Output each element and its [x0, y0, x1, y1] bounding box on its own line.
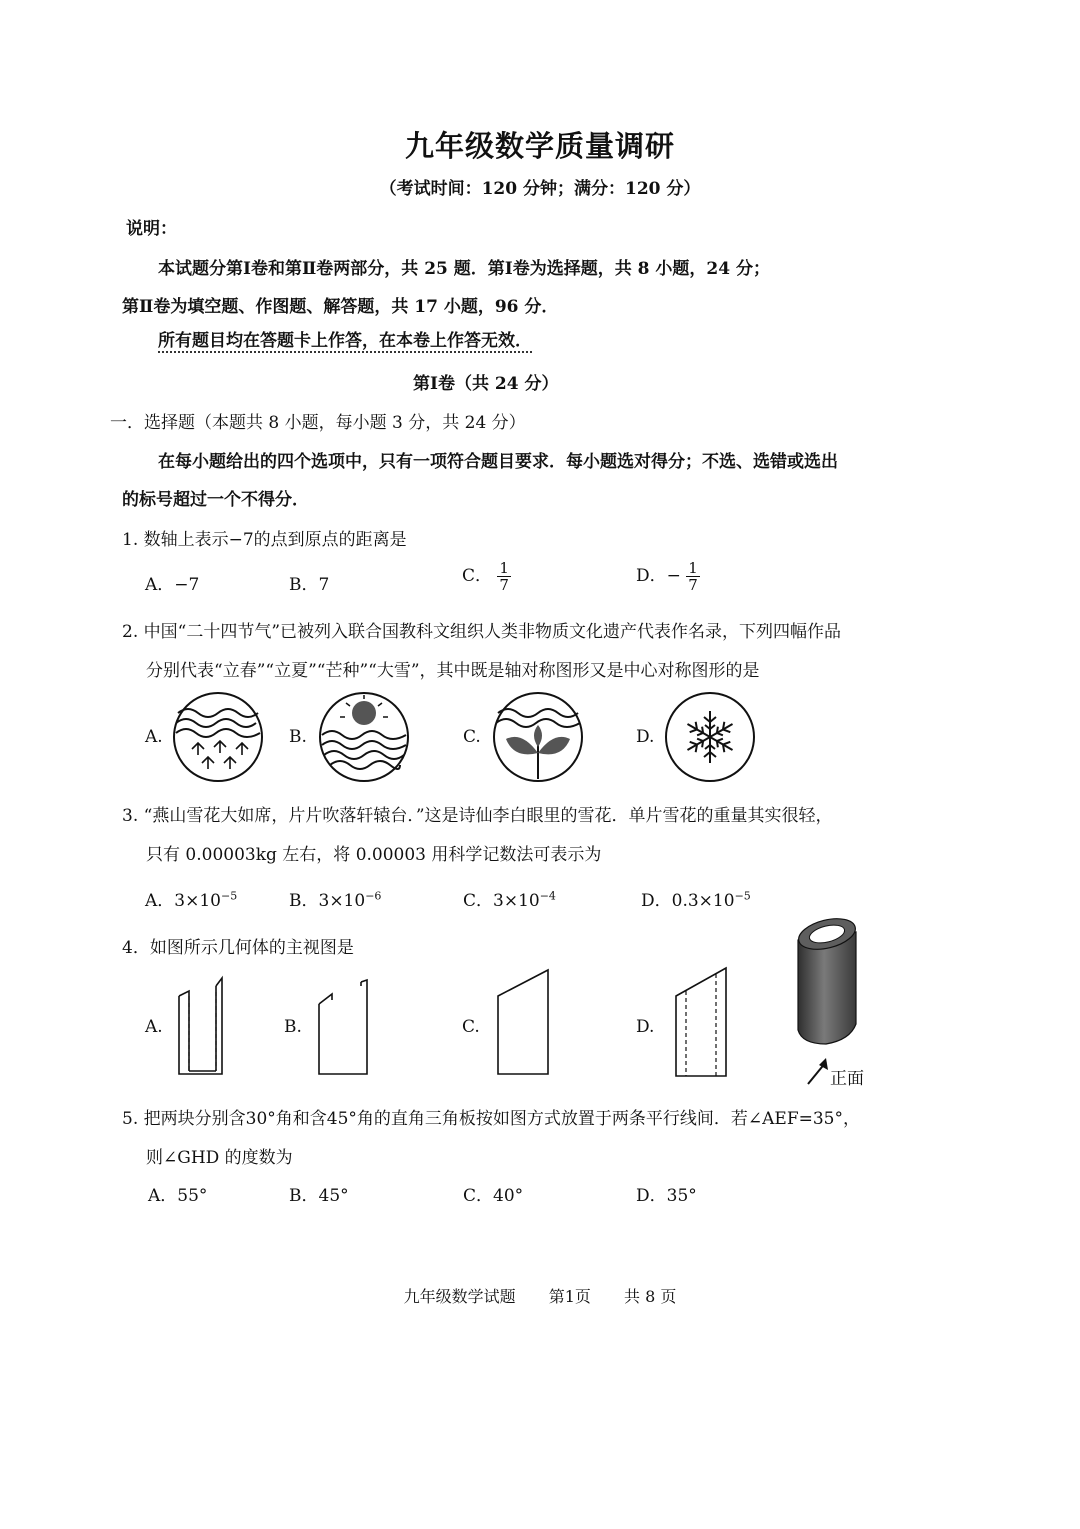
q4-option-d-label: D. — [636, 1017, 655, 1037]
q3-option-b: B．$3\times 10^{-6}$ — [289, 889, 382, 911]
q2-option-b-label: B. — [289, 727, 307, 747]
q1-option-b: B．7 — [289, 575, 330, 595]
section-title: 第Ⅰ卷（共 24 分） — [413, 374, 559, 394]
q4-figure-a — [176, 974, 230, 1078]
q1-stem: 1. 数轴上表示−7的点到原点的距离是 — [122, 530, 407, 550]
q5-stem-2: 则∠GHD 的度数为 — [146, 1148, 293, 1168]
q4-option-c-label: C. — [462, 1017, 480, 1037]
q5-stem-1: 5. 把两块分别含30°角和含45°角的直角三角板按如图方式放置于两条平行线间．若∠AEF=35°， — [122, 1109, 860, 1129]
fraction: $\frac{1}{7}$ — [499, 559, 509, 594]
q2-stem-2: 分别代表“立春”“立夏”“芒种”“大雪”，其中既是轴对称图形又是中心对称图形的是 — [146, 661, 760, 681]
q5-option-a: A．55° — [148, 1186, 208, 1206]
q3-stem-2: 只有 0.00003kg 左右，将 0.00003 用科学记数法可表示为 — [146, 845, 602, 865]
exam-info: （考试时间：120 分钟；满分：120 分） — [379, 179, 701, 199]
footer-page-number: 第1页 — [548, 1287, 591, 1306]
q3-option-c: C．$3\times 10^{-4}$ — [463, 889, 556, 911]
q3-option-a: A．$3\times 10^{-5}$ — [145, 889, 238, 911]
front-view-label: 正面 — [830, 1069, 864, 1089]
notes-line-3: 所有题目均在答题卡上作答，在本卷上作答无效． — [158, 331, 532, 351]
instruction-line-1: 在每小题给出的四个选项中，只有一项符合题目要求．每小题选对得分；不选、选错或选出 — [158, 452, 838, 472]
q4-figure-c — [494, 966, 554, 1078]
q4-option-b-label: B. — [284, 1017, 302, 1037]
q3-option-d: D．$0.3\times 10^{-5}$ — [641, 889, 751, 911]
solar-term-grain-icon — [492, 691, 584, 783]
q1-option-d: D．− $\frac{1}{7}$ — [636, 559, 698, 594]
q1-option-a: A．−7 — [145, 575, 200, 595]
notes-line-1: 本试题分第Ⅰ卷和第Ⅱ卷两部分，共 25 题．第Ⅰ卷为选择题，共 8 小题，24 分； — [158, 259, 770, 279]
fraction: $\frac{1}{7}$ — [688, 559, 698, 594]
notes-heading: 说明： — [126, 219, 177, 239]
q2-stem-1: 2. 中国“二十四节气”已被列入联合国教科文组织人类非物质文化遗产代表作名录，下列四幅作品 — [122, 622, 842, 642]
instruction-line-2: 的标号超过一个不得分． — [122, 490, 309, 510]
q5-option-c: C．40° — [463, 1186, 524, 1206]
page-footer — [0, 1284, 1080, 1307]
q4-figure-d — [672, 964, 732, 1080]
footer-exam-name: 九年级数学试题 — [403, 1287, 516, 1306]
page-title: 九年级数学质量调研 — [404, 129, 675, 163]
part-heading: 一．选择题（本题共 8 小题，每小题 3 分，共 24 分） — [110, 413, 526, 433]
q5-option-b: B．45° — [289, 1186, 349, 1206]
q1-option-c: C． $\frac{1}{7}$ — [462, 559, 509, 594]
footer-page-total: 共 8 页 — [624, 1287, 677, 1306]
q4-option-a-label: A. — [145, 1017, 163, 1037]
solar-term-spring-icon — [172, 691, 264, 783]
q4-figure-b — [316, 978, 370, 1078]
q2-option-c-label: C. — [463, 727, 481, 747]
q2-option-a-label: A. — [145, 727, 163, 747]
q2-option-d-label: D. — [636, 727, 655, 747]
notes-line-2: 第Ⅱ卷为填空题、作图题、解答题，共 17 小题，96 分． — [122, 297, 559, 317]
q3-stem-1: 3. “燕山雪花大如席，片片吹落轩辕台．”这是诗仙李白眼里的雪花．单片雪花的重量其实很轻， — [122, 806, 833, 826]
snowflake-icon — [664, 691, 756, 783]
solar-term-summer-icon — [318, 691, 410, 783]
q5-option-d: D．35° — [636, 1186, 697, 1206]
q4-stem: 4．如图所示几何体的主视图是 — [122, 938, 354, 958]
